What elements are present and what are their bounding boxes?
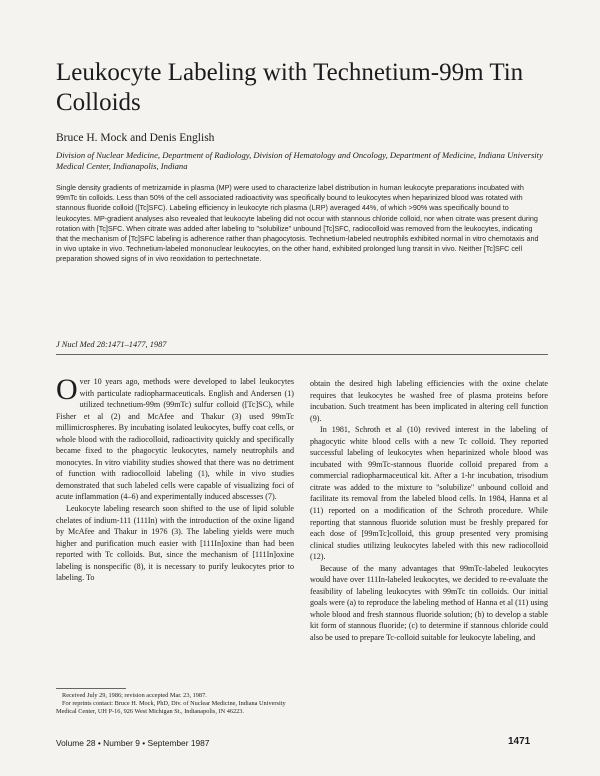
body-column-left xyxy=(56,373,294,584)
body-paragraph: In 1981, Schroth et al (10) revived interest in the labeling of phagocytic white blood cells with a new Tc colloid. They reported successful labeling of leukocytes when heparinized whole blood was incubated with 99mTc-stannous fluoride colloid prepared from a commercial radiopharmaceutical kit. After a 1-hr incubation, trisodium citrate was added to the mixture to "solubilize" unbound colloid and facilitate its removal from the labeled blood cells. In 1984, Hanna et al (11) reported on a modification of the Schroth procedure. While reporting that stannous fluoride solution must be freshly prepared for each dose of [99mTc]colloid, this group presented very promising clinical studies utilizing leukocytes labeled with this new radiocolloid (12). xyxy=(310,425,548,562)
abstract: Single density gradients of metrizamide in plasma (MP) were used to characterize label distribution in human leukocyte preparations incubated with 99mTc tin colloids. Less than 50% of the cell associated radioactivity was specifically bound to leukocytes when heparinized blood was rotated with stannous fluoride colloid ([Tc]SFC). Labeling efficiency in leukocyte rich plasma (LRP) averaged 44%, of which >90% was specifically bound to leukocytes. MP-gradient analyses also revealed that leukocyte labeling did not occur with stannous chloride colloid, nor when citrate was present during rotation with [Tc]SFC. When citrate was added after labeling to "solubilize" unbound [Tc]SFC, radiocolloid was removed from the leukocytes, indicating that the mechanism of [Tc]SFC labeling is adherence rather than phagocytosis. Technetium-labeled neutrophils exhibited normal in vitro chemotaxis and in vivo uptake in vivo. Technetium-labeled mononuclear leukocytes, on the other hand, exhibited prolonged lung transit in vivo. Neither [Tc]SFC cell preparation showed signs of in vivo reoxidation to pertechnetate. xyxy=(56,183,539,264)
drop-cap: O xyxy=(56,373,78,406)
author-affiliation: Division of Nuclear Medicine, Department of Radiology, Division of Hematology and Oncology, Department of Medicine, Indiana University Medical Center, Indianapolis, Indiana xyxy=(56,150,543,171)
section-divider xyxy=(56,354,548,355)
footnote xyxy=(56,692,294,717)
page-number: 1471 xyxy=(508,736,531,747)
article-title: Leukocyte Labeling with Technetium-99m Tin Colloids xyxy=(56,59,524,116)
issue-info: Volume 28 • Number 9 • September 1987 xyxy=(56,738,210,748)
body-column-right xyxy=(310,378,548,644)
footnote-received: Received July 29, 1986; revision accepted Mar. 23, 1987. xyxy=(62,692,207,699)
footnote-reprints: For reprints contact: Bruce H. Mock, PhD, Div. of Nuclear Medicine, Indiana University Medical Center, UH P-16, 926 West Michigan St., Indianapolis, IN 46223. xyxy=(56,700,286,716)
body-paragraph: Because of the many advantages that 99mTc-labeled leukocytes would have over 111In-labeled leukocytes, we decided to re-evaluate the feasibility of labeling leukocytes with 99mTc tin colloids. Our initial goals were (a) to reproduce the labeling method of Hanna et al (11) using whole blood and fresh stannous fluoride solution; (b) to develop a stable kit form of stannous fluoride; (c) to determine if stannous chloride could also be used to prepare Tc-colloid suitable for leukocyte labeling, and xyxy=(310,563,548,643)
body-paragraph: obtain the desired high labeling efficiencies with the oxine chelate requires that leukocytes be washed free of plasma proteins before incubation. Such treatment has been implicated in altering cell function (9). xyxy=(310,379,548,423)
body-paragraph: Over 10 years ago, methods were developed to label leukocytes with particulate radiopharmaceuticals. English and Andersen (1) utilized technetium-99m (99mTc) sulfur colloid ([Tc]SC), while Fisher et al (2) and McAfee and Thakur (3) used 99mTc millimicrospheres. By incubating isolated leukocytes, buffy coat cells, or whole blood with the radiocolloid, radioactivity quickly and specifically became fixed to the phagocytic leukocytes, namely neutrophils and monocytes. In vitro viability studies showed that there was no detriment of function with radiocolloid labeling (1), while in vivo studies demonstrated that such labeled cells were capable of visualizing foci of acute inflammation (4–6) and experimentally induced abscesses (7). xyxy=(56,373,294,502)
journal-citation: J Nucl Med 28:1471–1477, 1987 xyxy=(56,340,167,349)
body-paragraph: Leukocyte labeling research soon shifted to the use of lipid soluble chelates of indium-111 (111In) with the introduction of the oxine ligand by McAfee and Thakur in 1976 (3). The labeling yields were much higher and purification much easier with [111In]oxine than had been reported with Tc colloids. But, since the mechanism of [111In]oxine labeling is nonspecific (8), it is necessary to purify leukocytes prior to labeling. To xyxy=(56,504,294,583)
footnote-divider xyxy=(56,688,126,689)
author-list: Bruce H. Mock and Denis English xyxy=(56,132,215,144)
